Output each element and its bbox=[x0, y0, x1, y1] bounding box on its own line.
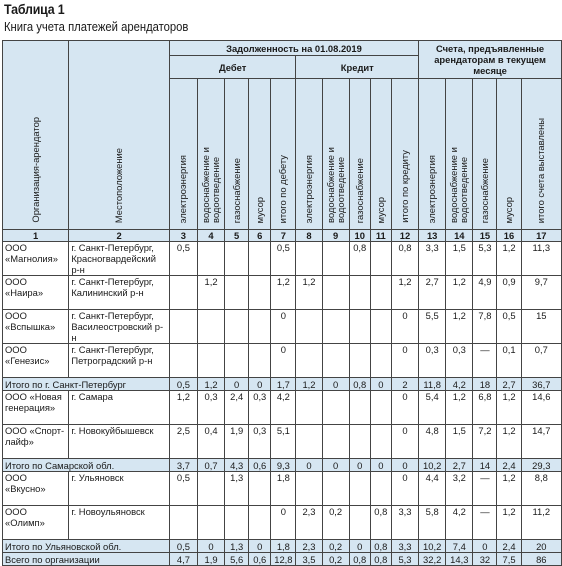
total-cell: 3,7 bbox=[169, 459, 197, 472]
total-cell: 0,8 bbox=[349, 378, 370, 391]
value-cell: 1,2 bbox=[497, 506, 521, 540]
total-cell: 14 bbox=[473, 459, 497, 472]
total-cell: 0 bbox=[391, 459, 418, 472]
table-row bbox=[3, 506, 562, 540]
value-cell bbox=[249, 242, 271, 276]
total-cell: 20 bbox=[521, 540, 561, 553]
value-cell: 2,3 bbox=[296, 506, 322, 540]
org-name: ООО «Новая генерация» bbox=[3, 391, 69, 425]
value-cell bbox=[370, 391, 391, 425]
value-cell: 7,8 bbox=[473, 310, 497, 344]
table-row bbox=[3, 391, 562, 425]
value-cell: 0,4 bbox=[197, 425, 224, 459]
value-cell bbox=[370, 425, 391, 459]
column-number: 17 bbox=[521, 230, 561, 242]
total-label: Итого по Ульяновской обл. bbox=[3, 540, 170, 553]
header-credit: Кредит bbox=[296, 56, 419, 79]
value-cell: 0,5 bbox=[497, 310, 521, 344]
payments-table bbox=[2, 40, 562, 566]
value-cell: 1,9 bbox=[225, 425, 249, 459]
col-header-invoice-4: мусор bbox=[497, 79, 521, 230]
value-cell: 1,2 bbox=[169, 391, 197, 425]
value-cell bbox=[349, 425, 370, 459]
total-cell: 1,9 bbox=[197, 553, 224, 566]
column-number: 10 bbox=[349, 230, 370, 242]
value-cell: 0,3 bbox=[446, 344, 473, 378]
value-cell: 2,5 bbox=[169, 425, 197, 459]
value-cell: 0,3 bbox=[419, 344, 446, 378]
total-cell: 0 bbox=[370, 378, 391, 391]
value-cell bbox=[225, 242, 249, 276]
total-cell: 32,2 bbox=[419, 553, 446, 566]
value-cell: 0,5 bbox=[169, 242, 197, 276]
total-cell: 0,8 bbox=[370, 553, 391, 566]
table-row bbox=[3, 472, 562, 506]
value-cell: 1,2 bbox=[497, 425, 521, 459]
column-number: 11 bbox=[370, 230, 391, 242]
value-cell: 0 bbox=[391, 310, 418, 344]
value-cell bbox=[225, 344, 249, 378]
value-cell bbox=[349, 344, 370, 378]
total-cell: 4,7 bbox=[169, 553, 197, 566]
value-cell bbox=[370, 310, 391, 344]
value-cell: 5,4 bbox=[419, 391, 446, 425]
value-cell: 1,2 bbox=[497, 242, 521, 276]
total-cell: 0 bbox=[322, 459, 349, 472]
column-number: 7 bbox=[271, 230, 296, 242]
total-cell: 86 bbox=[521, 553, 561, 566]
column-number: 3 bbox=[169, 230, 197, 242]
value-cell: 3,2 bbox=[446, 472, 473, 506]
value-cell bbox=[225, 506, 249, 540]
value-cell bbox=[225, 276, 249, 310]
value-cell: 0 bbox=[271, 506, 296, 540]
col-header-debit-5: итого по дебету bbox=[271, 79, 296, 230]
table-subtitle: Книга учета платежей арендаторов bbox=[4, 20, 189, 34]
value-cell: 4,2 bbox=[271, 391, 296, 425]
value-cell bbox=[249, 344, 271, 378]
value-cell: 4,2 bbox=[446, 506, 473, 540]
org-name: ООО «Спорт-лайф» bbox=[3, 425, 69, 459]
total-cell: 1,8 bbox=[271, 540, 296, 553]
col-header-org: Организация-арендатор bbox=[3, 41, 69, 230]
column-number: 16 bbox=[497, 230, 521, 242]
table-row bbox=[3, 344, 562, 378]
location: г. Санкт-Петербург, Красногвардейский р-н bbox=[69, 242, 170, 276]
value-cell bbox=[322, 391, 349, 425]
value-cell bbox=[197, 344, 224, 378]
total-cell: 3,3 bbox=[391, 540, 418, 553]
header-invoices: Счета, предъявленные арендаторам в текущем месяце bbox=[419, 41, 562, 79]
value-cell bbox=[197, 242, 224, 276]
total-cell: 0 bbox=[197, 540, 224, 553]
col-header-credit-1: электроэнергия bbox=[296, 79, 322, 230]
value-cell bbox=[349, 276, 370, 310]
value-cell: 0,9 bbox=[497, 276, 521, 310]
col-header-debit-2: водоснабжение и водоотведение bbox=[197, 79, 224, 230]
col-header-invoice-2: водоснабжение и водоотведение bbox=[446, 79, 473, 230]
column-number: 14 bbox=[446, 230, 473, 242]
column-number: 5 bbox=[225, 230, 249, 242]
value-cell bbox=[197, 506, 224, 540]
total-cell: 4,3 bbox=[225, 459, 249, 472]
value-cell: 0,3 bbox=[249, 391, 271, 425]
total-row bbox=[3, 459, 562, 472]
location: г. Санкт-Петербург, Василеостровский р-н bbox=[69, 310, 170, 344]
value-cell: 5,8 bbox=[419, 506, 446, 540]
column-number: 1 bbox=[3, 230, 69, 242]
col-header-credit-2: водоснабжение и водоотведение bbox=[322, 79, 349, 230]
value-cell: 0 bbox=[271, 344, 296, 378]
value-cell: 0 bbox=[271, 310, 296, 344]
total-cell: 2 bbox=[391, 378, 418, 391]
value-cell bbox=[169, 344, 197, 378]
total-cell: 32 bbox=[473, 553, 497, 566]
value-cell bbox=[197, 310, 224, 344]
value-cell bbox=[249, 506, 271, 540]
value-cell: — bbox=[473, 506, 497, 540]
value-cell: 0,5 bbox=[271, 242, 296, 276]
value-cell bbox=[249, 276, 271, 310]
total-cell: 2,3 bbox=[296, 540, 322, 553]
value-cell bbox=[296, 344, 322, 378]
column-number: 2 bbox=[69, 230, 170, 242]
total-cell: 2,4 bbox=[497, 540, 521, 553]
value-cell: 7,2 bbox=[473, 425, 497, 459]
column-number: 12 bbox=[391, 230, 418, 242]
value-cell bbox=[296, 472, 322, 506]
value-cell bbox=[296, 391, 322, 425]
table-title: Таблица 1 bbox=[4, 2, 65, 17]
value-cell bbox=[296, 242, 322, 276]
value-cell: 0,2 bbox=[322, 506, 349, 540]
location: г. Самара bbox=[69, 391, 170, 425]
col-header-location: Местоположение bbox=[69, 41, 170, 230]
value-cell: 5,5 bbox=[419, 310, 446, 344]
total-cell: 0 bbox=[473, 540, 497, 553]
value-cell bbox=[296, 425, 322, 459]
org-name: ООО «Вспышка» bbox=[3, 310, 69, 344]
value-cell: 1,2 bbox=[271, 276, 296, 310]
table-row bbox=[3, 425, 562, 459]
col-header-debit-1: электроэнергия bbox=[169, 79, 197, 230]
col-header-debit-3: газоснабжение bbox=[225, 79, 249, 230]
total-cell: 0 bbox=[249, 540, 271, 553]
total-row bbox=[3, 540, 562, 553]
total-cell: 0 bbox=[370, 459, 391, 472]
value-cell: 0 bbox=[391, 472, 418, 506]
value-cell bbox=[197, 472, 224, 506]
value-cell: 3,3 bbox=[419, 242, 446, 276]
total-cell: 0 bbox=[322, 378, 349, 391]
column-number: 6 bbox=[249, 230, 271, 242]
header-debt-group: Задолженность на 01.08.2019 bbox=[169, 41, 418, 56]
location: г. Санкт-Петербург, Калининский р-н bbox=[69, 276, 170, 310]
value-cell: 14,6 bbox=[521, 391, 561, 425]
total-cell: 1,3 bbox=[225, 540, 249, 553]
value-cell: 4,8 bbox=[419, 425, 446, 459]
location: г. Новоульяновск bbox=[69, 506, 170, 540]
value-cell: 5,1 bbox=[271, 425, 296, 459]
col-header-credit-3: газоснабжение bbox=[349, 79, 370, 230]
total-cell: 0,6 bbox=[249, 553, 271, 566]
column-number: 15 bbox=[473, 230, 497, 242]
value-cell: 0,3 bbox=[197, 391, 224, 425]
value-cell: 0,8 bbox=[391, 242, 418, 276]
column-number: 8 bbox=[296, 230, 322, 242]
org-name: ООО «Олимп» bbox=[3, 506, 69, 540]
total-cell: 2,7 bbox=[497, 378, 521, 391]
value-cell bbox=[370, 344, 391, 378]
value-cell: 0,3 bbox=[249, 425, 271, 459]
value-cell: 0,7 bbox=[521, 344, 561, 378]
total-cell: 11,8 bbox=[419, 378, 446, 391]
total-cell: 0,6 bbox=[249, 459, 271, 472]
total-cell: 5,3 bbox=[391, 553, 418, 566]
value-cell: 11,3 bbox=[521, 242, 561, 276]
org-name: ООО «Вкусно» bbox=[3, 472, 69, 506]
header-debit: Дебет bbox=[169, 56, 296, 79]
total-cell: 36,7 bbox=[521, 378, 561, 391]
value-cell bbox=[169, 310, 197, 344]
value-cell: 8,8 bbox=[521, 472, 561, 506]
col-header-credit-5: итого по кредиту bbox=[391, 79, 418, 230]
total-cell: 0 bbox=[296, 459, 322, 472]
total-cell: 0 bbox=[349, 459, 370, 472]
total-cell: 0,5 bbox=[169, 378, 197, 391]
value-cell: 11,2 bbox=[521, 506, 561, 540]
value-cell bbox=[322, 472, 349, 506]
value-cell bbox=[349, 310, 370, 344]
value-cell: 6,8 bbox=[473, 391, 497, 425]
value-cell bbox=[349, 472, 370, 506]
total-cell: 0,8 bbox=[349, 553, 370, 566]
total-cell: 7,5 bbox=[497, 553, 521, 566]
total-cell: 14,3 bbox=[446, 553, 473, 566]
column-number: 4 bbox=[197, 230, 224, 242]
value-cell: 0 bbox=[391, 425, 418, 459]
total-cell: 4,2 bbox=[446, 378, 473, 391]
value-cell: 2,7 bbox=[419, 276, 446, 310]
value-cell: 0 bbox=[391, 344, 418, 378]
value-cell bbox=[225, 310, 249, 344]
col-header-credit-4: мусор bbox=[370, 79, 391, 230]
value-cell: 1,3 bbox=[225, 472, 249, 506]
total-cell: 0,8 bbox=[370, 540, 391, 553]
value-cell: 4,4 bbox=[419, 472, 446, 506]
total-cell: 0,2 bbox=[322, 553, 349, 566]
value-cell bbox=[249, 310, 271, 344]
total-cell: 0,5 bbox=[169, 540, 197, 553]
total-cell: 1,2 bbox=[296, 378, 322, 391]
value-cell bbox=[322, 344, 349, 378]
location: г. Санкт-Петербург, Петроградский р-н bbox=[69, 344, 170, 378]
value-cell: 0,8 bbox=[349, 242, 370, 276]
value-cell bbox=[349, 506, 370, 540]
total-cell: 10,2 bbox=[419, 459, 446, 472]
value-cell bbox=[370, 242, 391, 276]
total-cell: 0,2 bbox=[322, 540, 349, 553]
value-cell bbox=[370, 276, 391, 310]
total-cell: 7,4 bbox=[446, 540, 473, 553]
value-cell bbox=[322, 276, 349, 310]
total-cell: 0 bbox=[225, 378, 249, 391]
value-cell bbox=[349, 391, 370, 425]
value-cell: 0,8 bbox=[370, 506, 391, 540]
total-cell: 12,8 bbox=[271, 553, 296, 566]
value-cell: 1,5 bbox=[446, 242, 473, 276]
col-header-debit-4: мусор bbox=[249, 79, 271, 230]
value-cell: 14,7 bbox=[521, 425, 561, 459]
value-cell: 4,9 bbox=[473, 276, 497, 310]
total-cell: 18 bbox=[473, 378, 497, 391]
value-cell: 9,7 bbox=[521, 276, 561, 310]
value-cell bbox=[169, 276, 197, 310]
table-row bbox=[3, 276, 562, 310]
total-cell: 0,7 bbox=[197, 459, 224, 472]
total-cell: 9,3 bbox=[271, 459, 296, 472]
value-cell: 0,1 bbox=[497, 344, 521, 378]
total-label: Итого по г. Санкт-Петербург bbox=[3, 378, 170, 391]
value-cell: 1,2 bbox=[391, 276, 418, 310]
total-cell: 29,3 bbox=[521, 459, 561, 472]
total-label: Итого по Самарской обл. bbox=[3, 459, 170, 472]
value-cell: — bbox=[473, 344, 497, 378]
value-cell: 1,2 bbox=[446, 310, 473, 344]
total-cell: 5,6 bbox=[225, 553, 249, 566]
org-name: ООО «Магнолия» bbox=[3, 242, 69, 276]
total-cell: 1,7 bbox=[271, 378, 296, 391]
value-cell: 2,4 bbox=[225, 391, 249, 425]
value-cell: 1,2 bbox=[497, 391, 521, 425]
total-cell: 2,7 bbox=[446, 459, 473, 472]
value-cell: 0,5 bbox=[169, 472, 197, 506]
value-cell: 1,2 bbox=[197, 276, 224, 310]
total-row bbox=[3, 553, 562, 566]
value-cell: 1,2 bbox=[446, 391, 473, 425]
value-cell bbox=[322, 242, 349, 276]
value-cell bbox=[296, 310, 322, 344]
col-header-invoice-3: газоснабжение bbox=[473, 79, 497, 230]
total-row bbox=[3, 378, 562, 391]
total-label: Всего по организации bbox=[3, 553, 170, 566]
total-cell: 0 bbox=[349, 540, 370, 553]
value-cell: 1,2 bbox=[296, 276, 322, 310]
value-cell: 0 bbox=[391, 391, 418, 425]
value-cell: 1,2 bbox=[497, 472, 521, 506]
total-cell: 2,4 bbox=[497, 459, 521, 472]
value-cell: 1,5 bbox=[446, 425, 473, 459]
table-row bbox=[3, 242, 562, 276]
table-row bbox=[3, 310, 562, 344]
location: г. Новокуйбышевск bbox=[69, 425, 170, 459]
total-cell: 1,2 bbox=[197, 378, 224, 391]
value-cell: 1,2 bbox=[446, 276, 473, 310]
col-header-invoice-1: электроэнергия bbox=[419, 79, 446, 230]
org-name: ООО «Наира» bbox=[3, 276, 69, 310]
column-number: 9 bbox=[322, 230, 349, 242]
value-cell bbox=[169, 506, 197, 540]
total-cell: 3,5 bbox=[296, 553, 322, 566]
total-cell: 10,2 bbox=[419, 540, 446, 553]
value-cell: — bbox=[473, 472, 497, 506]
value-cell: 5,3 bbox=[473, 242, 497, 276]
value-cell: 3,3 bbox=[391, 506, 418, 540]
value-cell: 15 bbox=[521, 310, 561, 344]
value-cell bbox=[322, 310, 349, 344]
value-cell bbox=[370, 472, 391, 506]
value-cell bbox=[322, 425, 349, 459]
total-cell: 0 bbox=[249, 378, 271, 391]
col-header-invoice-5: итого счета выставлены bbox=[521, 79, 561, 230]
column-number: 13 bbox=[419, 230, 446, 242]
value-cell: 1,8 bbox=[271, 472, 296, 506]
org-name: ООО «Генезис» bbox=[3, 344, 69, 378]
value-cell bbox=[249, 472, 271, 506]
location: г. Ульяновск bbox=[69, 472, 170, 506]
